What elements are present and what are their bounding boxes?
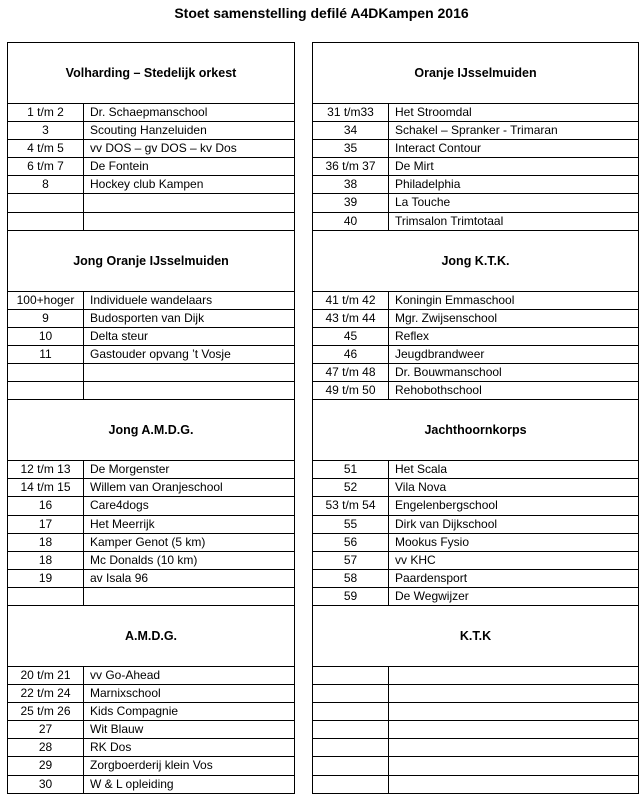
section — [313, 43, 638, 231]
row-number: 53 t/m 54 — [313, 497, 389, 514]
table-row — [8, 346, 294, 364]
table-row — [8, 516, 294, 534]
table-row — [8, 382, 294, 399]
row-number: 9 — [8, 310, 84, 327]
table-row — [313, 516, 638, 534]
row-name: Het Meerrijk — [90, 516, 155, 531]
row-name: Paardensport — [395, 570, 468, 585]
row-number: 3 — [8, 122, 84, 139]
left-column — [7, 42, 295, 794]
row-name: De Wegwijzer — [395, 588, 469, 603]
row-number: 52 — [313, 479, 389, 496]
row-name: Marnixschool — [90, 686, 161, 701]
page-title: Stoet samenstelling defilé A4DKampen 2016 — [174, 5, 469, 21]
section — [313, 231, 638, 401]
table-row — [8, 122, 294, 140]
row-number: 19 — [8, 570, 84, 587]
section — [8, 43, 294, 231]
row-number: 18 — [8, 534, 84, 551]
row-number: 10 — [8, 328, 84, 345]
table-row — [8, 310, 294, 328]
table-row — [313, 140, 638, 158]
row-name: Willem van Oranjeschool — [90, 480, 223, 495]
row-number: 27 — [8, 721, 84, 738]
row-name: Trimsalon Trimtotaal — [395, 213, 504, 228]
row-name: Het Stroomdal — [395, 105, 472, 119]
row-number: 58 — [313, 570, 389, 587]
section — [8, 231, 294, 401]
table-row — [8, 570, 294, 588]
row-number: 41 t/m 42 — [313, 292, 389, 309]
table-row — [8, 776, 294, 793]
row-name — [84, 213, 294, 230]
row-name: Mookus Fysio — [395, 534, 470, 549]
table-row — [313, 364, 638, 382]
row-name: La Touche — [395, 195, 451, 210]
row-number: 47 t/m 48 — [313, 364, 389, 381]
row-number — [8, 213, 84, 230]
row-name: Rehobothschool — [395, 383, 482, 398]
section-header: Jong K.T.K. — [313, 231, 638, 292]
row-name — [389, 757, 638, 774]
section-header: Oranje IJsselmuiden — [313, 43, 638, 104]
table-row — [8, 461, 294, 479]
table-row — [8, 364, 294, 382]
row-number: 30 — [8, 776, 84, 793]
row-number — [8, 194, 84, 211]
row-number — [313, 721, 389, 738]
section-header: A.M.D.G. — [8, 606, 294, 667]
row-number: 40 — [313, 213, 389, 230]
row-number: 49 t/m 50 — [313, 382, 389, 399]
row-number: 59 — [313, 588, 389, 605]
row-name: Delta steur — [90, 328, 149, 343]
table-row — [313, 570, 638, 588]
section-header: K.T.K — [313, 606, 638, 667]
row-name: Hockey club Kampen — [90, 177, 204, 192]
section-header: Jong A.M.D.G. — [8, 400, 294, 461]
row-number: 20 t/m 21 — [8, 667, 84, 684]
table-row — [313, 703, 638, 721]
table-row — [313, 776, 638, 793]
row-name — [84, 588, 294, 605]
row-number: 51 — [313, 461, 389, 478]
row-number: 56 — [313, 534, 389, 551]
section-header: Volharding – Stedelijk orkest — [8, 43, 294, 104]
row-name — [389, 703, 638, 720]
table-row — [313, 194, 638, 212]
row-name: Zorgboerderij klein Vos — [90, 758, 213, 773]
table-row — [313, 176, 638, 194]
row-name: Reflex — [395, 328, 430, 343]
table-row — [8, 292, 294, 310]
row-name: Mgr. Zwijsenschool — [395, 310, 498, 325]
table-row — [313, 588, 638, 605]
row-number — [8, 364, 84, 381]
row-name: Philadelphia — [395, 177, 461, 192]
row-name: Schakel – Spranker - Trimaran — [395, 123, 558, 138]
section — [8, 606, 294, 794]
table-row — [8, 479, 294, 497]
table-row — [313, 739, 638, 757]
row-name — [84, 194, 294, 211]
table-row — [8, 685, 294, 703]
row-number: 28 — [8, 739, 84, 756]
row-number: 29 — [8, 757, 84, 774]
table-row — [313, 213, 638, 230]
row-number: 55 — [313, 516, 389, 533]
table-row — [8, 497, 294, 515]
table-row — [8, 328, 294, 346]
table-row — [313, 721, 638, 739]
table-row — [8, 721, 294, 739]
row-name: Interact Contour — [395, 141, 482, 156]
row-number: 34 — [313, 122, 389, 139]
table-row — [8, 534, 294, 552]
row-number: 57 — [313, 552, 389, 569]
row-name: Engelenbergschool — [395, 498, 498, 513]
row-name: Scouting Hanzeluiden — [90, 123, 207, 138]
row-name: De Mirt — [395, 159, 434, 174]
section — [8, 400, 294, 606]
row-number: 45 — [313, 328, 389, 345]
row-number: 35 — [313, 140, 389, 157]
table-row — [8, 194, 294, 212]
row-name: av Isala 96 — [90, 570, 149, 585]
section — [313, 400, 638, 606]
row-name — [389, 685, 638, 702]
row-number — [8, 382, 84, 399]
row-name — [84, 364, 294, 381]
row-name: Het Scala — [395, 462, 448, 477]
row-number: 43 t/m 44 — [313, 310, 389, 327]
table-row — [313, 534, 638, 552]
row-number — [8, 588, 84, 605]
row-name: Wit Blauw — [90, 722, 144, 737]
row-number — [313, 703, 389, 720]
row-name — [389, 721, 638, 738]
row-number: 1 t/m 2 — [8, 104, 84, 121]
table-row — [8, 552, 294, 570]
row-name: Dr. Schaepmanschool — [90, 105, 208, 119]
row-name — [389, 667, 638, 684]
table-row — [313, 122, 638, 140]
row-number: 8 — [8, 176, 84, 193]
row-name: vv DOS – gv DOS – kv Dos — [90, 141, 237, 156]
row-number — [313, 739, 389, 756]
row-name: Kids Compagnie — [90, 704, 179, 719]
row-number — [313, 685, 389, 702]
row-number: 6 t/m 7 — [8, 158, 84, 175]
row-number: 18 — [8, 552, 84, 569]
row-name: Budosporten van Dijk — [90, 310, 205, 325]
table-row — [313, 497, 638, 515]
table-row — [313, 310, 638, 328]
table-row — [313, 757, 638, 775]
row-name: Koningin Emmaschool — [395, 292, 515, 307]
row-name: vv KHC — [395, 552, 436, 567]
table-row — [8, 213, 294, 230]
table-row — [313, 552, 638, 570]
table-row — [313, 104, 638, 122]
row-number: 100+hoger — [8, 292, 84, 309]
row-name: RK Dos — [90, 740, 132, 755]
row-number — [313, 776, 389, 793]
row-number: 14 t/m 15 — [8, 479, 84, 496]
table-row — [313, 461, 638, 479]
table-row — [313, 346, 638, 364]
section — [313, 606, 638, 794]
table-row — [313, 382, 638, 399]
table-row — [8, 104, 294, 122]
row-number: 17 — [8, 516, 84, 533]
row-number: 39 — [313, 194, 389, 211]
row-number: 22 t/m 24 — [8, 685, 84, 702]
table-row — [8, 176, 294, 194]
row-number: 36 t/m 37 — [313, 158, 389, 175]
table-row — [313, 328, 638, 346]
table-row — [8, 757, 294, 775]
row-name: W & L opleiding — [90, 776, 174, 791]
row-name: Gastouder opvang ’t Vosje — [90, 346, 231, 361]
row-number: 16 — [8, 497, 84, 514]
row-name: Kamper Genot (5 km) — [90, 534, 206, 549]
row-number: 46 — [313, 346, 389, 363]
row-name — [389, 776, 638, 793]
row-name: Individuele wandelaars — [90, 292, 213, 307]
table-row — [313, 479, 638, 497]
table-row — [8, 140, 294, 158]
row-name: Dirk van Dijkschool — [395, 516, 498, 531]
table-row — [313, 292, 638, 310]
row-name: Jeugdbrandweer — [395, 346, 485, 361]
section-header: Jachthoornkorps — [313, 400, 638, 461]
table-row — [313, 158, 638, 176]
row-name: Vila Nova — [395, 480, 447, 495]
table-row — [313, 667, 638, 685]
row-name — [389, 739, 638, 756]
row-name — [84, 382, 294, 399]
row-name: Mc Donalds (10 km) — [90, 552, 198, 567]
row-number: 25 t/m 26 — [8, 703, 84, 720]
row-name: Dr. Bouwmanschool — [395, 365, 502, 380]
row-number: 12 t/m 13 — [8, 461, 84, 478]
section-header: Jong Oranje IJsselmuiden — [8, 231, 294, 292]
row-number — [313, 757, 389, 774]
row-number: 11 — [8, 346, 84, 363]
table-row — [8, 588, 294, 605]
row-number: 38 — [313, 176, 389, 193]
table-row — [8, 158, 294, 176]
row-name: De Morgenster — [90, 462, 170, 477]
table-row — [8, 667, 294, 685]
right-column — [312, 42, 639, 794]
row-number: 31 t/m33 — [313, 104, 389, 121]
row-name: Care4dogs — [90, 498, 149, 513]
row-name: De Fontein — [90, 159, 149, 174]
table-row — [8, 703, 294, 721]
row-number — [313, 667, 389, 684]
row-name: vv Go-Ahead — [90, 667, 161, 682]
table-row — [313, 685, 638, 703]
table-row — [8, 739, 294, 757]
row-number: 4 t/m 5 — [8, 140, 84, 157]
